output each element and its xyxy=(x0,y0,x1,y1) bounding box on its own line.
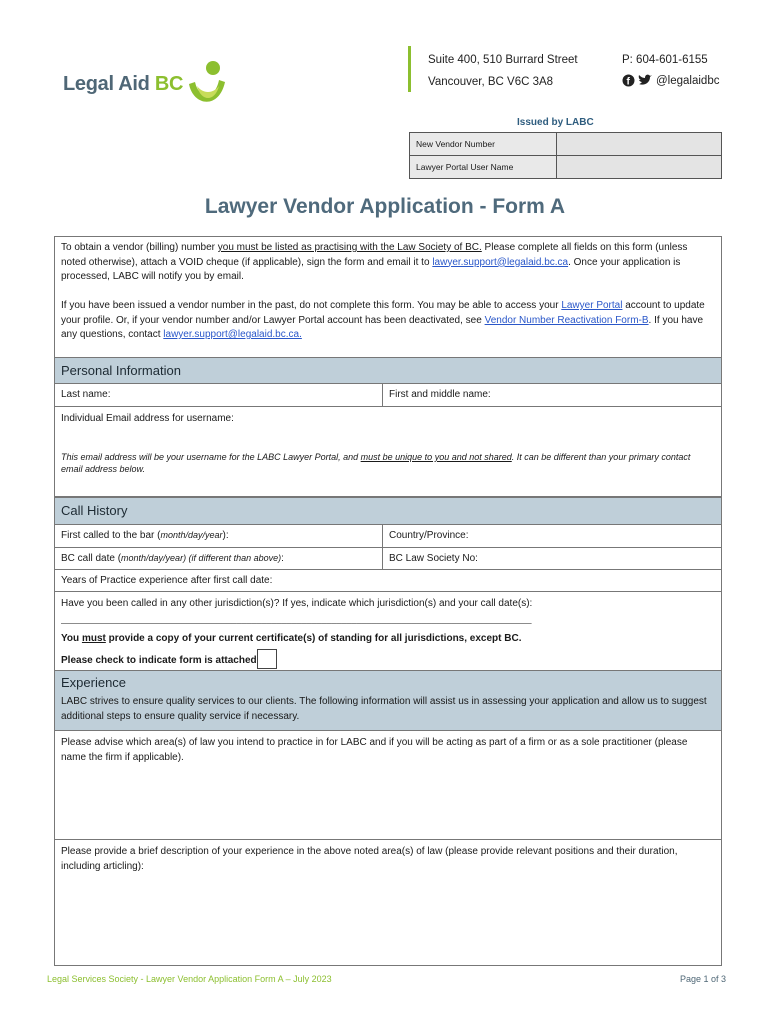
email-note-unique: must be unique to you and not shared xyxy=(360,452,512,462)
vendor-info-table xyxy=(409,132,722,179)
email-row xyxy=(55,407,721,497)
email-field[interactable] xyxy=(55,407,721,496)
bc-call-date-label: BC call date ( xyxy=(61,553,122,564)
certificate-notice xyxy=(61,632,715,647)
certificate-notice-text: You xyxy=(61,632,82,644)
attachment-check-label: Please check to indicate form is attached xyxy=(61,655,257,666)
name-row xyxy=(55,384,721,407)
intro-law-society-requirement: you must be listed as practising with the Law Society of BC. xyxy=(217,242,482,253)
call-row-1 xyxy=(55,525,721,548)
law-society-no-label: BC Law Society No: xyxy=(389,553,478,564)
facebook-icon[interactable] xyxy=(622,74,635,87)
call-row-2 xyxy=(55,548,721,570)
application-form xyxy=(54,236,722,966)
last-name-field[interactable] xyxy=(55,384,382,406)
portal-user-label: Lawyer Portal User Name xyxy=(410,156,557,179)
certificate-notice-must: must xyxy=(81,632,106,644)
first-called-label-end: ): xyxy=(222,530,229,541)
email-note-text: . It can be different than your primary contact email address below. xyxy=(61,452,691,474)
law-society-no-field[interactable] xyxy=(382,548,721,569)
issued-by-label: Issued by LABC xyxy=(517,117,594,128)
first-called-label: First called to the bar ( xyxy=(61,530,161,541)
practice-area-field[interactable] xyxy=(55,731,721,839)
attachment-checkbox[interactable] xyxy=(257,649,277,669)
email-note-text: This email address will be your username for the LABC Lawyer Portal, and xyxy=(61,452,361,462)
intro-paragraph-2 xyxy=(61,299,715,343)
years-practice-field[interactable] xyxy=(55,570,721,591)
bc-call-date-field[interactable] xyxy=(55,548,382,569)
support-email-link-2[interactable]: lawyer.support@legalaid.bc.ca. xyxy=(163,329,302,340)
answer-line: ______________________________________________________________________________________________ xyxy=(61,613,532,624)
section-header-call-history: Call History xyxy=(55,497,721,525)
phone-number: P: 604-601-6155 xyxy=(622,54,708,66)
email-label: Individual Email address for username: xyxy=(61,413,234,424)
other-jurisdictions-field[interactable] xyxy=(55,592,721,670)
intro-text: If you have been issued a vendor number in the past, do not complete this form. You may be able to access your xyxy=(61,300,562,311)
experience-intro: LABC strives to ensure quality services to our clients. The following information will assist us in assessing your application and allow us to suggest additional steps to ensure quality service if necessary. xyxy=(61,696,707,722)
address-line-1: Suite 400, 510 Burrard Street xyxy=(428,54,578,66)
vendor-number-label: New Vendor Number xyxy=(410,133,557,156)
logo-text-accent: BC xyxy=(154,73,184,95)
header-divider xyxy=(408,46,411,92)
logo-text: Legal Aid xyxy=(63,73,150,95)
twitter-icon[interactable] xyxy=(638,74,653,87)
experience-heading: Experience xyxy=(61,675,127,690)
years-practice-row xyxy=(55,570,721,592)
experience-description-row xyxy=(55,840,721,965)
date-format-hint: month/day/year xyxy=(160,530,223,540)
first-name-field[interactable] xyxy=(382,384,721,406)
practice-area-row xyxy=(55,731,721,840)
practice-area-label: Please advise which area(s) of law you intend to practice in for LABC and if you will be acting as part of a firm or as a sole practitioner (please name the firm if applicable). xyxy=(61,737,688,763)
experience-description-label: Please provide a brief description of your experience in the above noted area(s) of law (please provide relevant positions and their duration, including articling): xyxy=(61,846,678,872)
country-province-label: Country/Province: xyxy=(389,530,469,541)
email-note xyxy=(61,451,711,475)
social-handle: @legalaidbc xyxy=(656,74,720,87)
portal-user-field[interactable] xyxy=(557,156,722,179)
footer-form-name: Legal Services Society - Lawyer Vendor Application Form A – July 2023 xyxy=(47,974,332,984)
logo-figure-icon xyxy=(185,60,229,110)
page-title: Lawyer Vendor Application - Form A xyxy=(204,195,566,218)
intro-paragraph-1 xyxy=(61,241,713,285)
bc-call-date-hint: month/day/year) (if different than above) xyxy=(121,553,282,563)
years-practice-label: Years of Practice experience after first call date: xyxy=(61,575,273,586)
first-called-field[interactable] xyxy=(55,525,382,547)
social-links xyxy=(622,74,719,87)
bc-call-date-label-end: : xyxy=(281,553,284,564)
first-name-label: First and middle name: xyxy=(389,389,491,400)
svg-text:f: f xyxy=(626,76,630,87)
logo xyxy=(63,73,183,96)
last-name-label: Last name: xyxy=(61,389,111,400)
intro-text: Please complete all fields on this form (unless noted otherwise), attach a VOID cheque (if applicable), sign the form and email it to xyxy=(61,242,688,268)
support-email-link[interactable]: lawyer.support@legalaid.bc.ca xyxy=(432,256,569,268)
section-header-experience xyxy=(55,671,721,731)
intro-text: account to update your profile. Or, if your vendor number and/or Lawyer Portal account has been deactivated, see xyxy=(61,300,705,326)
reactivation-form-link[interactable]: Vendor Number Reactivation Form-B xyxy=(484,314,649,326)
other-jurisdictions-row xyxy=(55,592,721,671)
intro-text: . If you have any questions, contact xyxy=(61,314,704,340)
page-number: Page 1 of 3 xyxy=(680,974,727,984)
experience-description-field[interactable] xyxy=(55,840,721,965)
section-header-personal: Personal Information xyxy=(55,357,721,384)
other-jurisdictions-label: Have you been called in any other jurisdiction(s)? If yes, indicate which jurisdiction(s) and your call date(s): xyxy=(61,598,533,609)
intro-text: To obtain a vendor (billing) number xyxy=(61,242,218,253)
address-line-2: Vancouver, BC V6C 3A8 xyxy=(428,76,554,88)
intro-text: . Once your application is processed, LABC will notify you by email. xyxy=(61,256,681,282)
vendor-number-field[interactable] xyxy=(557,133,722,156)
country-province-field[interactable] xyxy=(382,525,721,547)
certificate-notice-text: provide a copy of your current certificate(s) of standing for all jurisdictions, except BC. xyxy=(105,632,522,644)
lawyer-portal-link[interactable]: Lawyer Portal xyxy=(561,300,623,311)
